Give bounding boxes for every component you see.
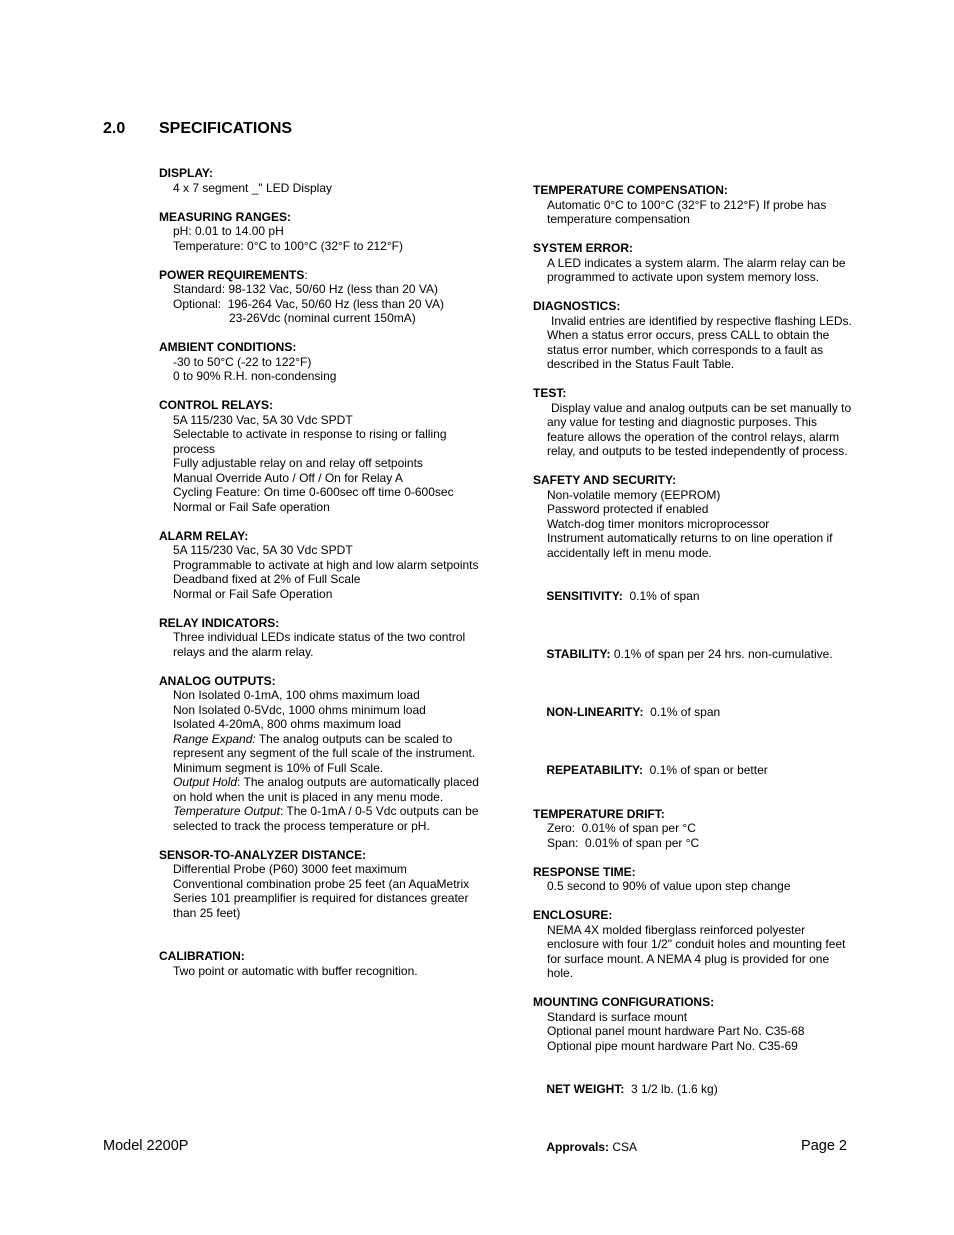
- spec-line: Span: 0.01% of span per °C: [547, 835, 700, 850]
- spec-ambient-conditions: [159, 340, 489, 384]
- spec-line: Fully adjustable relay on and relay off setpoints: [173, 456, 423, 470]
- range-expand-label: Range Expand:: [173, 731, 256, 746]
- spec-line: Deadband fixed at 2% of Full Scale: [173, 572, 361, 586]
- spec-system-error: [533, 241, 853, 285]
- spec-line: Instrument automatically returns to on line operation if accidentally left in menu mode.: [547, 531, 833, 560]
- spec-title: STABILITY:: [546, 647, 611, 661]
- spec-title: ENCLOSURE:: [533, 908, 613, 922]
- output-hold-text: Output Hold: The analog outputs are automatically placed on hold when the unit is placed in any menu mode.: [173, 775, 479, 804]
- spec-line: 0 to 90% R.H. non-condensing: [173, 369, 337, 383]
- spec-line: Optional panel mount hardware Part No. C35-68: [547, 1024, 805, 1038]
- spec-display: [159, 166, 489, 195]
- spec-line: Normal or Fail Safe Operation: [173, 586, 333, 601]
- spec-value: 0.1% of span or better: [643, 763, 768, 777]
- spec-title: NON-LINEARITY:: [546, 705, 644, 719]
- spec-title: DISPLAY:: [159, 166, 214, 180]
- spec-title: Approvals:: [546, 1140, 610, 1154]
- spec-line: Manual Override Auto / Off / On for Relay A: [173, 470, 403, 485]
- spec-title: MOUNTING CONFIGURATIONS:: [533, 995, 715, 1009]
- spec-value: CSA: [609, 1140, 638, 1154]
- spec-line: Watch-dog timer monitors microprocessor: [547, 516, 770, 531]
- spec-title: SENSITIVITY:: [546, 589, 623, 603]
- spec-line: Non-volatile memory (EEPROM): [547, 487, 721, 502]
- spec-line: Three individual LEDs indicate status of the two control relays and the alarm relay.: [173, 630, 466, 659]
- spec-line: Optional pipe mount hardware Part No. C35-69: [547, 1038, 798, 1053]
- spec-title: RESPONSE TIME:: [533, 864, 636, 879]
- section-number: 2.0: [103, 120, 126, 137]
- spec-title: MEASURING RANGES:: [159, 209, 292, 224]
- spec-title: TEMPERATURE DRIFT:: [533, 806, 665, 821]
- spec-alarm-relay: [159, 529, 489, 602]
- spec-test: [533, 386, 853, 459]
- spec-line: 0.5 second to 90% of value upon step change: [547, 879, 791, 893]
- spec-line: 23-26Vdc (nominal current 150mA): [229, 311, 416, 325]
- spec-line: 4 x 7 segment _" LED Display: [173, 180, 332, 195]
- spec-title: ALARM RELAY:: [159, 528, 249, 543]
- spec-value: 0.1% of span: [622, 589, 700, 603]
- spec-value: 3 1/2 lb. (1.6 kg): [624, 1082, 718, 1096]
- spec-safety-security: [533, 473, 853, 560]
- spec-title: CONTROL RELAYS:: [159, 398, 274, 412]
- spec-line: Automatic 0°C to 100°C (32°F to 212°F) If probe has temperature compensation: [547, 197, 827, 226]
- spec-line: Two point or automatic with buffer recognition.: [173, 963, 418, 978]
- spec-value: 0.1% of span per 24 hrs. non-cumulative.: [610, 647, 833, 661]
- spec-calibration: [159, 949, 489, 978]
- spec-non-linearity: [533, 691, 853, 735]
- spec-response-time: [533, 865, 853, 894]
- spec-title: TEST:: [533, 386, 567, 400]
- spec-line: Password protected if enabled: [547, 502, 709, 516]
- spec-line: Standard is surface mount: [547, 1009, 688, 1024]
- spec-line: pH: 0.01 to 14.00 pH: [173, 224, 284, 238]
- spec-repeatability: [533, 749, 853, 793]
- temp-output-text: Temperature Output: The 0-1mA / 0-5 Vdc outputs can be selected to track the process temperature or pH.: [173, 804, 479, 833]
- spec-stability: [533, 633, 853, 677]
- spec-temperature-compensation: [533, 183, 853, 227]
- spec-line: Isolated 4-20mA, 800 ohms maximum load: [173, 717, 402, 731]
- left-column: [159, 166, 489, 993]
- section-heading: [103, 120, 292, 138]
- spec-line: Normal or Fail Safe operation: [173, 499, 330, 514]
- spec-net-weight: [533, 1068, 853, 1112]
- spec-line: Invalid entries are identified by respective flashing LEDs. When a status error occurs, press CALL to obtain the status error number, which corresponds to a fault as described in the Status Fault Table.: [547, 313, 852, 371]
- spec-temperature-drift: [533, 807, 853, 851]
- spec-line: Non Isolated 0-1mA, 100 ohms maximum load: [173, 688, 420, 702]
- spec-relay-indicators: [159, 616, 489, 660]
- spec-value: 0.1% of span: [643, 705, 721, 719]
- spec-title: TEMPERATURE COMPENSATION:: [533, 183, 728, 197]
- spec-line: 5A 115/230 Vac, 5A 30 Vdc SPDT: [173, 543, 353, 557]
- spec-title: SYSTEM ERROR:: [533, 241, 634, 255]
- spec-title: CALIBRATION:: [159, 949, 245, 963]
- spec-sensitivity: [533, 575, 853, 619]
- spec-line: Cycling Feature: On time 0-600sec off time 0-600sec: [173, 485, 454, 499]
- spec-enclosure: [533, 908, 853, 981]
- spec-title: RELAY INDICATORS:: [159, 615, 280, 630]
- spec-mounting-configurations: [533, 995, 853, 1053]
- spec-line: Display value and analog outputs can be set manually to any value for testing and diagnostic purposes. This feature allows the operation of the control relays, alarm relay, and outputs to be tested independently of process.: [547, 400, 852, 458]
- spec-title: ANALOG OUTPUTS:: [159, 673, 276, 688]
- spec-line: A LED indicates a system alarm. The alarm relay can be programmed to activate upon system memory loss.: [547, 255, 846, 284]
- footer-model: Model 2200P: [103, 1138, 189, 1154]
- spec-line: -30 to 50°C (-22 to 122°F): [173, 354, 312, 369]
- section-title: SPECIFICATIONS: [159, 120, 293, 137]
- spec-analog-outputs: [159, 674, 489, 834]
- range-expand-text: Range Expand: The analog outputs can be scaled to represent any segment of the full scale of the instrument. Minimum segment is 10% of Full Scale.: [173, 731, 476, 775]
- spec-line: Programmable to activate at high and low alarm setpoints: [173, 557, 479, 572]
- spec-sensor-distance: [159, 848, 489, 921]
- spec-line: Temperature: 0°C to 100°C (32°F to 212°F): [173, 238, 403, 253]
- spec-title: POWER REQUIREMENTS: [159, 267, 305, 282]
- output-hold-label: Output Hold: [173, 775, 238, 789]
- spec-title: AMBIENT CONDITIONS:: [159, 340, 297, 354]
- spec-measuring-ranges: [159, 210, 489, 254]
- spec-line: Zero: 0.01% of span per °C: [547, 821, 696, 835]
- spec-line: 5A 115/230 Vac, 5A 30 Vdc SPDT: [173, 412, 353, 427]
- temp-output-label: Temperature Output: [173, 804, 280, 818]
- spec-title-suffix: :: [304, 267, 308, 282]
- spec-power-requirements: [159, 268, 489, 326]
- spec-control-relays: [159, 398, 489, 514]
- spec-line: NEMA 4X molded fiberglass reinforced polyester enclosure with four 1/2" conduit holes and mounting feet for surface mount. A NEMA 4 plug is provided for one hole.: [547, 922, 846, 980]
- spec-line: Optional: 196-264 Vac, 50/60 Hz (less than 20 VA): [173, 296, 445, 311]
- right-column: [533, 183, 853, 1184]
- spec-line: Selectable to activate in response to rising or falling process: [173, 427, 447, 456]
- spec-line: Differential Probe (P60) 3000 feet maximum: [173, 862, 407, 876]
- spec-diagnostics: [533, 299, 853, 372]
- spec-title: NET WEIGHT:: [546, 1082, 625, 1096]
- spec-line: Non Isolated 0-5Vdc, 1000 ohms minimum load: [173, 702, 426, 717]
- spec-title: DIAGNOSTICS:: [533, 299, 621, 313]
- spec-title: SAFETY AND SECURITY:: [533, 473, 677, 487]
- spec-title: SENSOR-TO-ANALYZER DISTANCE:: [159, 847, 367, 862]
- spec-title: REPEATABILITY:: [546, 763, 644, 777]
- spec-line: Conventional combination probe 25 feet (an AquaMetrix Series 101 preamplifier is required for distances greater than 25 feet): [173, 876, 470, 920]
- footer-page-number: Page 2: [801, 1138, 847, 1154]
- spec-line: Standard: 98-132 Vac, 50/60 Hz (less than 20 VA): [173, 282, 439, 296]
